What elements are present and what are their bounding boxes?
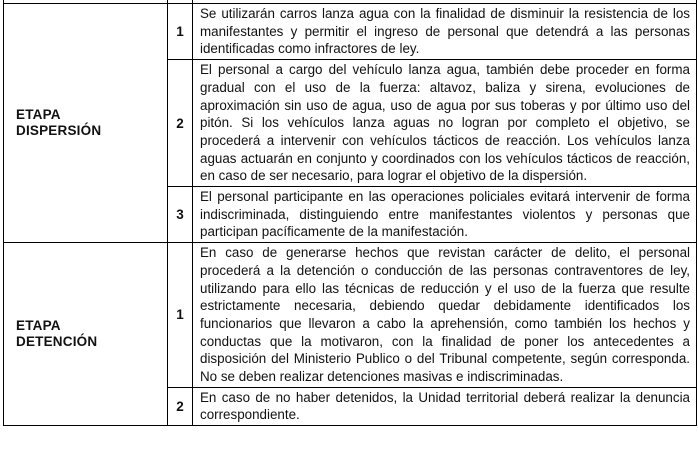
step-text bbox=[193, 243, 697, 388]
step-text bbox=[193, 387, 697, 425]
stage-cell-dispersion bbox=[4, 4, 168, 243]
stage-label-line2: DETENCIÓN bbox=[16, 334, 98, 350]
step-text-content: El personal a cargo del vehículo lanza agua, también debe proceder en forma gradual con el uso de la fuerza: altavoz, baliza y sirena, evoluciones de aproximación sin uso de agua, uso de agua por sus toberas y por último uso del pitón. Si los vehículos lanza aguas no logran por completo el objetivo, se procederá a intervenir con vehículos tácticos de reacción. Los vehículos lanza aguas actuarán en conjunto y coordinados con los vehículos tácticos de reacción, en caso de ser necesario, para lograr el objetivo de la dispersión. bbox=[200, 62, 690, 184]
table-row bbox=[4, 243, 697, 388]
stage-label-line2: DISPERSIÓN bbox=[16, 123, 102, 139]
stage-label-line1: ETAPA bbox=[16, 107, 61, 123]
stage-cell-detencion bbox=[4, 243, 168, 426]
step-text bbox=[193, 187, 697, 243]
table-row bbox=[4, 4, 697, 60]
step-text bbox=[193, 60, 697, 187]
step-number: 3 bbox=[168, 187, 193, 243]
stage-label-detencion bbox=[16, 318, 167, 350]
step-number: 1 bbox=[168, 243, 193, 388]
step-number: 1 bbox=[168, 4, 193, 60]
step-number: 2 bbox=[168, 387, 193, 425]
protocol-table bbox=[3, 0, 697, 426]
step-number: 2 bbox=[168, 60, 193, 187]
step-text-content: El personal participante en las operaciones policiales evitará intervenir de forma indiscriminada, distinguiendo entre manifestantes violentos y personas que participan pacíficamente de la manifestación. bbox=[200, 189, 690, 240]
stage-label-line1: ETAPA bbox=[16, 318, 61, 334]
stage-label-dispersion bbox=[16, 107, 167, 139]
step-text bbox=[193, 4, 697, 60]
step-text-content: Se utilizarán carros lanza agua con la finalidad de disminuir la resistencia de los manifestantes y permitir el ingreso de personal que detendrá a las personas identificadas como infractores de ley. bbox=[200, 6, 690, 57]
step-text-content: En caso de no haber detenidos, la Unidad territorial deberá realizar la denuncia correspondiente. bbox=[200, 389, 690, 423]
step-text-content: En caso de generarse hechos que revistan carácter de delito, el personal procederá a la detención o conducción de las personas contraventores de ley, utilizando para ello las técnicas de reducción y el uso de la fuerza que resulte estrictamente necesaria, debiendo quedar debidamente identificados los funcionarios que llevaron a cabo la aprehensión, como también los hechos y conductas que la motivaron, con la finalidad de poner los antecedentes a disposición del Ministerio Publico o del Tribunal competente, según corresponda. No se deben realizar detenciones masivas e indiscriminadas. bbox=[200, 245, 690, 385]
